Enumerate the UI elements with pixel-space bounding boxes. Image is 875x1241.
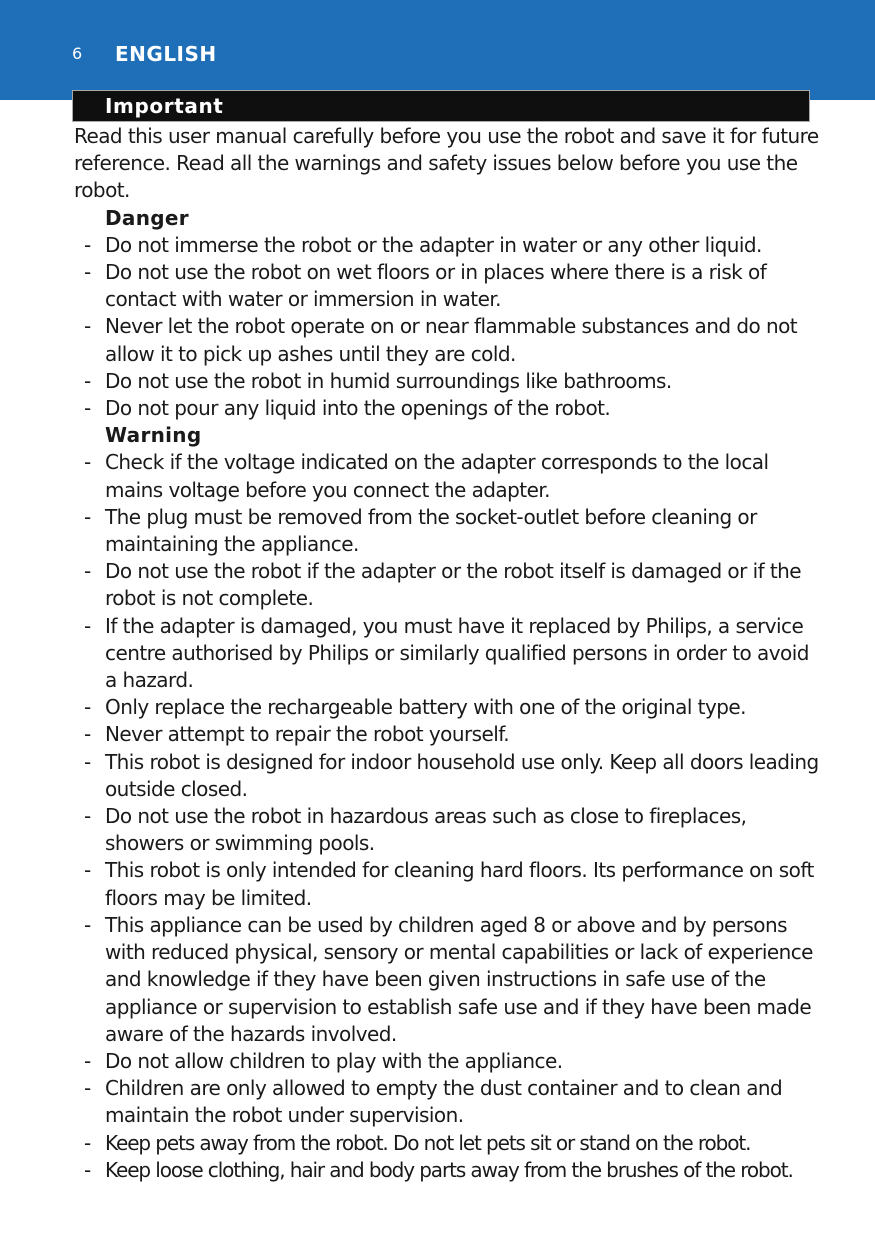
list-item xyxy=(74,749,819,803)
list-item-text: This robot is designed for indoor household use only. Keep all doors leading outside closed. xyxy=(105,749,819,801)
list-item xyxy=(74,313,819,367)
bullet-dash: - xyxy=(84,1130,91,1155)
list-item-text: Keep pets away from the robot. Do not let pets sit or stand on the robot. xyxy=(105,1130,751,1155)
list-item-text: Keep loose clothing, hair and body parts away from the brushes of the robot. xyxy=(105,1157,793,1182)
list-item xyxy=(74,504,819,558)
list-item xyxy=(74,558,819,612)
list-item xyxy=(74,721,819,748)
list-item xyxy=(74,1075,819,1129)
bullet-dash: - xyxy=(84,559,91,584)
bullet-dash: - xyxy=(84,1157,91,1182)
manual-content xyxy=(74,123,819,1184)
bullet-dash: - xyxy=(84,722,91,747)
list-item xyxy=(74,857,819,911)
list-item-text: Check if the voltage indicated on the adapter corresponds to the local mains voltage before you connect the adapter. xyxy=(105,450,769,502)
list-item xyxy=(74,259,819,313)
danger-heading: Danger xyxy=(105,205,189,230)
list-item xyxy=(74,694,819,721)
bullet-dash: - xyxy=(84,912,91,937)
bullet-dash: - xyxy=(84,749,91,774)
list-item xyxy=(74,912,819,1048)
warning-list xyxy=(74,449,819,1183)
list-item-text: Never attempt to repair the robot yourself. xyxy=(105,722,510,747)
bullet-dash: - xyxy=(84,450,91,475)
bullet-dash: - xyxy=(84,504,91,529)
section-title-bar xyxy=(72,90,810,122)
list-item xyxy=(74,449,819,503)
bullet-dash: - xyxy=(84,804,91,829)
language-label: ENGLISH xyxy=(115,42,217,66)
bullet-dash: - xyxy=(84,368,91,393)
list-item-text: Do not use the robot if the adapter or the robot itself is damaged or if the robot is not complete. xyxy=(105,559,802,611)
bullet-dash: - xyxy=(84,695,91,720)
list-item-text: The plug must be removed from the socket-outlet before cleaning or maintaining the appliance. xyxy=(105,504,757,557)
danger-list xyxy=(74,232,819,422)
page-number: 6 xyxy=(72,44,83,63)
bullet-dash: - xyxy=(84,858,91,883)
bullet-dash: - xyxy=(84,613,91,638)
header-band xyxy=(0,0,875,100)
list-item-text: This robot is only intended for cleaning hard floors. Its performance on soft floors may be limited. xyxy=(105,858,814,910)
list-item-text: If the adapter is damaged, you must have it replaced by Philips, a service centre authorised by Philips or similarly qualified persons in order to avoid a hazard. xyxy=(105,613,809,693)
warning-heading: Warning xyxy=(105,423,202,448)
list-item xyxy=(74,613,819,695)
list-item xyxy=(74,803,819,857)
list-item-text: This appliance can be used by children aged 8 or above and by persons with reduced physical, sensory or mental capabilities or lack of experience and knowledge if they have been given instructions in safe use of the appliance or supervision to establish safe use and if they have been made aware of the hazards involved. xyxy=(105,912,813,1046)
list-item xyxy=(74,1048,819,1075)
list-item xyxy=(74,368,819,395)
list-item xyxy=(74,1130,819,1157)
list-item-text: Do not immerse the robot or the adapter in water or any other liquid. xyxy=(105,232,762,257)
list-item xyxy=(74,232,819,259)
list-item-text: Never let the robot operate on or near flammable substances and do not allow it to pick up ashes until they are cold. xyxy=(105,314,798,366)
list-item-text: Children are only allowed to empty the dust container and to clean and maintain the robot under supervision. xyxy=(105,1076,783,1128)
list-item-text: Do not use the robot in humid surroundings like bathrooms. xyxy=(105,368,672,393)
bullet-dash: - xyxy=(84,1076,91,1101)
list-item-text: Do not pour any liquid into the openings of the robot. xyxy=(105,396,611,421)
bullet-dash: - xyxy=(84,232,91,257)
list-item-text: Do not allow children to play with the appliance. xyxy=(105,1048,563,1073)
list-item xyxy=(74,1157,819,1184)
list-item xyxy=(74,395,819,422)
list-item-text: Do not use the robot on wet floors or in places where there is a risk of contact with water or immersion in water. xyxy=(105,260,767,312)
bullet-dash: - xyxy=(84,260,91,285)
bullet-dash: - xyxy=(84,314,91,339)
intro-paragraph: Read this user manual carefully before you use the robot and save it for future reference. Read all the warnings and safety issues below before you use the robot. xyxy=(74,124,819,203)
list-item-text: Only replace the rechargeable battery with one of the original type. xyxy=(105,695,746,720)
bullet-dash: - xyxy=(84,1048,91,1073)
section-title: Important xyxy=(105,94,224,118)
list-item-text: Do not use the robot in hazardous areas such as close to fireplaces, showers or swimming pools. xyxy=(105,804,747,856)
bullet-dash: - xyxy=(84,396,91,421)
